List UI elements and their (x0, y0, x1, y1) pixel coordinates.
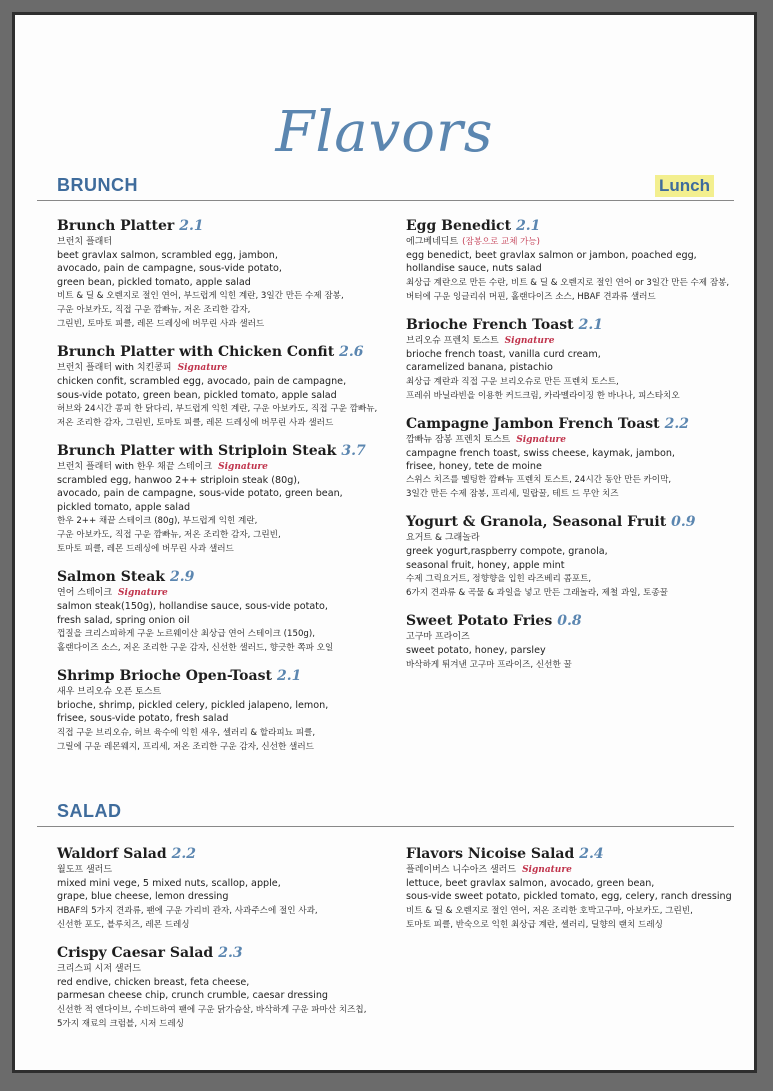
item-description-korean (57, 726, 387, 754)
item-price: 0.9 (671, 514, 696, 531)
description-line-korean: 그릴에 구운 레몬웨지, 프리세, 저온 조리한 구운 감자, 신선한 샐러드 (57, 741, 314, 752)
menu-item (406, 217, 736, 304)
item-korean-label: 브런치 플래터 with 한우 채끝 스테이크 (57, 462, 213, 473)
item-price: 2.1 (516, 218, 541, 234)
item-name: Sweet Potato Fries (406, 613, 553, 630)
brunch-right-column (406, 217, 736, 684)
item-korean-label: 에그베네딕트 (406, 237, 459, 247)
item-description-korean (57, 904, 387, 932)
item-korean-name (57, 586, 387, 600)
description-line-korean: 토마토 피클, 반숙으로 익힌 최상급 계란, 셀러리, 딜향의 랜치 드레싱 (406, 919, 663, 930)
menu-sheet (12, 12, 757, 1073)
item-korean-name (57, 962, 387, 976)
section-lunch-tag: Lunch (655, 175, 714, 197)
description-line: fresh salad, spring onion oil (57, 614, 190, 626)
description-line-korean: 홀랜다이즈 소스, 저온 조리한 구운 감자, 신선한 샐러드, 향긋한 쪽파 오일 (57, 643, 334, 654)
description-line-korean: 직접 구운 브리오슈, 허브 육수에 익힌 새우, 셀러리 & 할라피뇨 피클, (57, 727, 316, 738)
description-line-korean: 신선한 적 엔다이브, 수비드하여 팬에 구운 닭가슴살, 바삭하게 구운 파마산 치즈칩, (57, 1004, 367, 1015)
item-description-korean (406, 473, 736, 501)
description-line: caramelized banana, pistachio (406, 362, 553, 374)
description-line: egg benedict, beet gravlax salmon or jambon, poached egg, (406, 250, 697, 261)
item-title (406, 845, 736, 863)
item-korean-label: 요거트 & 그래놀라 (406, 533, 480, 544)
item-description-korean (406, 276, 736, 304)
item-price: 2.1 (179, 218, 204, 234)
item-description (406, 249, 736, 276)
signature-badge: Signature (177, 363, 228, 374)
description-line-korean: 비트 & 딜 & 오렌지로 절인 연어, 부드럽게 익힌 계란, 3일간 만든 수제 잠봉, (57, 291, 344, 302)
item-price: 2.1 (578, 316, 604, 333)
item-korean-label: 월도프 샐러드 (57, 865, 113, 875)
description-line: parmesan cheese chip, crunch crumble, caesar dressing (57, 990, 328, 1002)
menu-item (406, 845, 736, 932)
description-line-korean: 구운 아보카도, 직접 구운 깜빠뉴, 저온 조리한 감자, 그린빈, (57, 530, 281, 541)
item-description-korean (57, 402, 387, 430)
description-line: pickled tomato, apple salad (57, 501, 191, 513)
item-korean-name (406, 433, 736, 447)
item-price: 2.9 (169, 569, 195, 586)
description-line: green bean, pickled tomato, apple salad (57, 276, 251, 288)
menu-item (406, 316, 736, 403)
item-korean-name (57, 361, 387, 375)
description-line-korean: 허브와 24시간 콩피 한 닭다리, 부드럽게 익힌 계란, 구운 아보카도, 직접 구운 깜빠뉴, (57, 404, 378, 415)
item-description-korean (57, 1003, 387, 1031)
brunch-divider (37, 200, 734, 201)
item-korean-name (406, 863, 736, 877)
description-line: avocado, pain de campagne, sous-vide potato, (57, 263, 282, 275)
menu-item (57, 217, 387, 331)
item-price: 2.3 (218, 944, 243, 961)
item-description-korean (57, 289, 387, 331)
flavors-logo: Flavors (275, 100, 494, 165)
item-korean-name (406, 334, 736, 348)
section-brunch: BRUNCH (57, 175, 138, 195)
menu-item (406, 513, 736, 600)
description-line-korean: 최상급 계란과 직접 구운 브리오슈로 만든 프렌치 토스트, (406, 376, 619, 387)
item-price: 2.2 (171, 846, 197, 862)
description-line-korean: 버터에 구운 잉글리쉬 머핀, 홀랜다이즈 소스, HBAF 견과류 샐러드 (406, 291, 656, 302)
item-description (57, 375, 387, 402)
description-line: brioche, shrimp, pickled celery, pickled jalapeno, lemon, (57, 700, 329, 712)
menu-item (57, 845, 387, 932)
item-description (57, 976, 387, 1003)
item-korean-label: 크리스피 시저 샐러드 (57, 963, 141, 974)
item-korean-label: 플레이버스 니수아즈 샐러드 (406, 865, 517, 875)
description-line-korean: 저온 조리한 감자, 그린빈, 토마토 피클, 레몬 드레싱에 버무린 사과 샐러드 (57, 418, 334, 429)
item-description (57, 877, 387, 904)
item-korean-name (57, 863, 387, 877)
description-line: scrambled egg, hanwoo 2++ striploin steak (80g), (57, 475, 301, 487)
description-line: seasonal fruit, honey, apple mint (406, 559, 565, 571)
item-name: Salmon Steak (57, 569, 165, 586)
signature-badge: Signature (504, 335, 555, 346)
item-description (406, 545, 736, 572)
item-description (406, 644, 736, 657)
description-line-korean: HBAF의 5가지 견과류, 팬에 구운 가리비 관자, 사과주스에 절인 사과, (57, 905, 318, 916)
menu-item (406, 415, 736, 502)
menu-item (57, 343, 387, 430)
item-price: 2.2 (664, 415, 689, 432)
item-name: Brunch Platter with Chicken Confit (57, 344, 335, 361)
signature-badge: Signature (218, 462, 268, 473)
item-note: (잠봉으로 교체 가능) (462, 237, 540, 247)
item-name: Crispy Caesar Salad (57, 944, 214, 961)
salad-left-column (57, 845, 387, 1043)
description-line: sous-vide potato, green bean, pickled tomato, apple salad (57, 389, 337, 401)
description-line-korean: 프레쉬 바닐라빈을 이용한 커드크림, 카라멜라이징 한 바나나, 피스타치오 (406, 390, 680, 401)
description-line-korean: 한우 2++ 채끝 스테이크 (80g), 부드럽게 익힌 계란, (57, 516, 258, 527)
item-price: 2.4 (579, 846, 604, 862)
item-korean-label: 연어 스테이크 (57, 588, 113, 599)
item-korean-name (57, 235, 387, 249)
item-name: Yogurt & Granola, Seasonal Fruit (406, 514, 667, 531)
item-name: Campagne Jambon French Toast (406, 415, 660, 432)
description-line-korean: 최상급 계란으로 만든 수란, 비트 & 딜 & 오렌지로 절인 연어 or 3일간 만든 수제 잠봉, (406, 277, 730, 288)
item-title (57, 845, 387, 863)
signature-badge: Signature (516, 434, 566, 445)
description-line: campagne french toast, swiss cheese, kaymak, jambon, (406, 447, 675, 459)
description-line-korean: 비트 & 딜 & 오렌지로 절인 연어, 저온 조리한 호박고구마, 아보카도, 그린빈, (406, 905, 693, 916)
item-price: 0.8 (557, 613, 582, 630)
item-title (57, 568, 387, 586)
item-title (57, 217, 387, 235)
description-line: greek yogurt,raspberry compote, granola, (406, 546, 608, 558)
item-name: Egg Benedict (406, 218, 512, 234)
brunch-left-column (57, 217, 387, 766)
description-line: avocado, pain de campagne, sous-vide potato, green bean, (57, 488, 343, 500)
menu-item (57, 568, 387, 655)
item-description (57, 249, 387, 289)
description-line-korean: 신선한 포도, 블루치즈, 레몬 드레싱 (57, 919, 190, 930)
description-line-korean: 6가지 견과류 & 곡물 & 과일을 넣고 만든 그래놀라, 제철 과일, 토종꿀 (406, 588, 668, 599)
item-description-korean (57, 514, 387, 556)
signature-badge: Signature (522, 865, 572, 875)
description-line: sous-vide sweet potato, pickled tomato, egg, celery, ranch dressing (406, 891, 732, 903)
salad-right-column (406, 845, 736, 944)
description-line: brioche french toast, vanilla curd cream, (406, 348, 601, 360)
description-line: salmon steak(150g), hollandise sauce, sous-vide potato, (57, 601, 328, 613)
description-line: chicken confit, scrambled egg, avocado, pain de campagne, (57, 376, 347, 388)
item-title (406, 513, 736, 531)
item-korean-name (406, 531, 736, 545)
description-line: hollandise sauce, nuts salad (406, 263, 542, 275)
item-name: Waldorf Salad (57, 846, 167, 862)
item-korean-name (406, 235, 736, 249)
menu-item (57, 944, 387, 1031)
item-description-korean (406, 375, 736, 403)
item-korean-label: 고구마 프라이즈 (406, 632, 470, 643)
item-title (406, 415, 736, 433)
section-salad: SALAD (57, 801, 122, 821)
item-korean-name (57, 685, 387, 699)
description-line-korean: 구운 아보카도, 직접 구운 깜빠뉴, 저온 조리한 감자, (57, 305, 251, 316)
item-description (57, 699, 387, 726)
description-line-korean: 껍질을 크리스피하게 구운 노르웨이산 최상급 연어 스테이크 (150g), (57, 629, 315, 640)
description-line: beet gravlax salmon, scrambled egg, jambon, (57, 250, 278, 261)
item-name: Brioche French Toast (406, 316, 574, 333)
item-title (57, 667, 387, 685)
item-title (57, 343, 387, 361)
description-line-korean: 5가지 재료의 크럼블, 시저 드레싱 (57, 1018, 185, 1029)
item-korean-name (57, 460, 387, 474)
menu-item (57, 667, 387, 754)
item-korean-name (406, 630, 736, 644)
item-description (57, 474, 387, 514)
item-korean-label: 브런치 플래터 with 치킨콩피 (57, 363, 172, 374)
item-korean-label: 새우 브리오슈 오픈 토스트 (57, 687, 162, 698)
item-description-korean (57, 627, 387, 655)
description-line: frisee, sous-vide potato, fresh salad (57, 713, 229, 725)
item-title (57, 944, 387, 962)
item-description (406, 447, 736, 474)
item-title (57, 442, 387, 460)
item-description-korean (406, 904, 736, 932)
item-title (406, 612, 736, 630)
item-price: 2.6 (339, 344, 364, 361)
item-title (406, 217, 736, 235)
description-line-korean: 3일간 만든 수제 잠봉, 프리세, 밀랍꿀, 테트 드 무안 치즈 (406, 489, 619, 500)
item-description (406, 348, 736, 375)
description-line-korean: 그린빈, 토마토 피클, 레몬 드레싱에 버무린 사과 샐러드 (57, 319, 265, 330)
menu-item (406, 612, 736, 671)
item-korean-label: 브런치 플래터 (57, 237, 113, 247)
item-description (57, 600, 387, 627)
item-description-korean (406, 572, 736, 600)
item-title (406, 316, 736, 334)
item-description-korean (406, 658, 736, 672)
item-description (406, 877, 736, 904)
description-line: lettuce, beet gravlax salmon, avocado, green bean, (406, 878, 655, 889)
description-line-korean: 토마토 피클, 레몬 드레싱에 버무린 사과 샐러드 (57, 544, 234, 555)
item-price: 2.1 (276, 668, 302, 685)
item-price: 3.7 (341, 443, 366, 460)
description-line: frisee, honey, tete de moine (406, 461, 542, 473)
menu-item (57, 442, 387, 556)
item-name: Brunch Platter (57, 218, 175, 234)
description-line-korean: 스위스 치즈를 멜팅한 깜빠뉴 프렌치 토스트, 24시간 동안 만든 카이막, (406, 475, 672, 486)
description-line-korean: 수제 그릭요거트, 정향향을 입힌 라즈베리 콤포트, (406, 574, 592, 585)
description-line: mixed mini vege, 5 mixed nuts, scallop, apple, (57, 878, 281, 889)
salad-divider (37, 826, 734, 827)
signature-badge: Signature (118, 588, 168, 599)
item-name: Flavors Nicoise Salad (406, 846, 575, 862)
item-korean-label: 브리오슈 프렌치 토스트 (406, 335, 499, 346)
item-name: Shrimp Brioche Open-Toast (57, 668, 272, 685)
description-line: sweet potato, honey, parsley (406, 645, 546, 657)
description-line-korean: 바삭하게 튀겨낸 고구마 프라이즈, 신선한 꿀 (406, 659, 572, 670)
description-line: red endive, chicken breast, feta cheese, (57, 976, 250, 988)
item-korean-label: 깜빠뉴 잠봉 프렌치 토스트 (406, 434, 511, 445)
item-name: Brunch Platter with Striploin Steak (57, 443, 337, 460)
description-line: grape, blue cheese, lemon dressing (57, 891, 229, 903)
